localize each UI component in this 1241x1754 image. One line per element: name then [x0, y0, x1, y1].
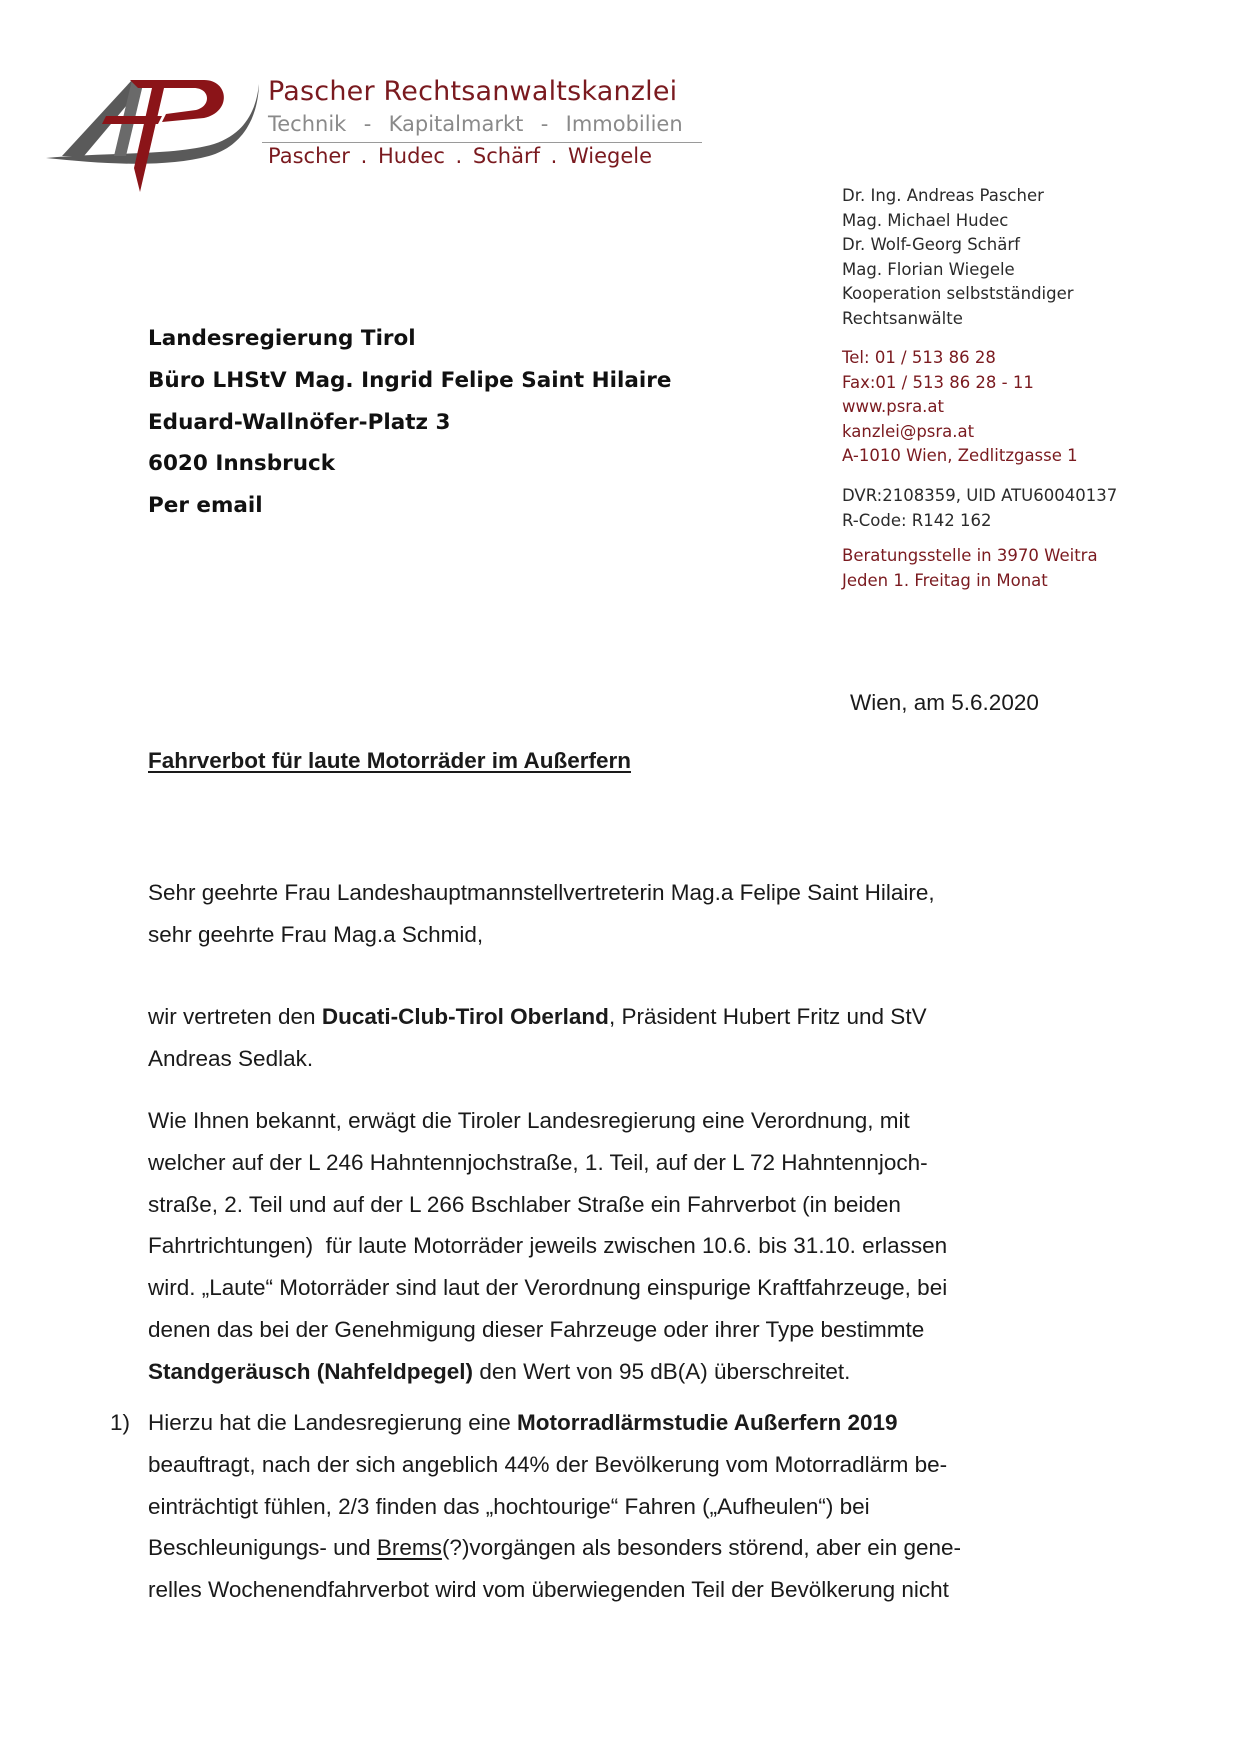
list-text: (?)vorgängen als besonders störend, aber ein gene- [441, 1535, 962, 1561]
firm-partners-line: Pascher . Hudec . Schärf . Wiegele [268, 144, 653, 168]
paragraph-line: Wie Ihnen bekannt, erwägt die Tiroler Landesregierung eine Verordnung, mit [148, 1108, 910, 1133]
emphasis-term: Standgeräusch (Nahfeldpegel) [148, 1358, 474, 1384]
list-line: beauftragt, nach der sich angeblich 44% der Bevölkerung vom Motorradlärm be- [148, 1451, 948, 1477]
regulation-paragraph [148, 1100, 1148, 1393]
branch-schedule: Jeden 1. Freitag in Monat [842, 570, 1048, 590]
branch-location: Beratungsstelle in 3970 Weitra [842, 546, 1098, 565]
recipient-address [148, 318, 671, 527]
partner-name: Dr. Ing. Andreas Pascher [842, 186, 1044, 205]
salutation [148, 872, 1148, 956]
office-address: A-1010 Wien, Zedlitzgasse 1 [842, 446, 1078, 465]
underlined-term: Brems [376, 1535, 442, 1561]
recipient-line: Eduard-Wallnöfer-Platz 3 [148, 409, 451, 435]
list-item-1 [148, 1402, 1148, 1611]
recipient-line: Büro LHStV Mag. Ingrid Felipe Saint Hilaire [148, 367, 672, 393]
ap-monogram-logo-icon [44, 72, 264, 202]
salutation-line: Sehr geehrte Frau Landeshauptmannstellvertreterin Mag.a Felipe Saint Hilaire, [148, 880, 935, 905]
paragraph-line: wird. „Laute“ Motorräder sind laut der Verordnung einspurige Kraftfahrzeuge, bei [148, 1275, 948, 1301]
website-link[interactable]: www.psra.at [842, 397, 945, 416]
email-link[interactable]: kanzlei@psra.at [842, 421, 975, 441]
dvr-uid: DVR:2108359, UID ATU60040137 [842, 486, 1118, 505]
sidebar-registry [842, 484, 1117, 533]
delivery-method: Per email [148, 493, 263, 519]
letter-subject: Fahrverbot für laute Motorräder im Außerfern [148, 748, 631, 773]
r-code: R-Code: R142 162 [842, 510, 992, 530]
paragraph-text: den Wert von 95 dB(A) überschreitet. [473, 1358, 851, 1384]
fax-number: Fax:01 / 513 86 28 - 11 [842, 372, 1034, 392]
client-name: Ducati-Club-Tirol Oberland [321, 1004, 609, 1029]
letter-date: Wien, am 5.6.2020 [850, 690, 1039, 715]
list-text: Beschleunigungs- und [148, 1535, 377, 1561]
paragraph-line: welcher auf der L 246 Hahntennjochstraße, 1. Teil, auf der L 72 Hahntennjoch- [148, 1149, 928, 1175]
list-line: relles Wochenendfahrverbot wird vom überwiegenden Teil der Bevölkerung nicht [148, 1577, 949, 1603]
firm-tagline: Technik - Kapitalmarkt - Immobilien [268, 112, 683, 136]
partner-name: Mag. Florian Wiegele [842, 259, 1015, 279]
letterhead-divider [262, 142, 702, 143]
study-title: Motorradlärmstudie Außerfern 2019 [517, 1410, 898, 1435]
list-line: einträchtigt fühlen, 2/3 finden das „hochtourige“ Fahren („Aufheulen“) bei [148, 1493, 870, 1519]
phone-number: Tel: 01 / 513 86 28 [842, 348, 996, 367]
recipient-line: 6020 Innsbruck [148, 451, 336, 477]
sidebar-branch [842, 544, 1098, 593]
intro-text: wir vertreten den [148, 1004, 322, 1029]
partner-name: Dr. Wolf-Georg Schärf [842, 235, 1020, 254]
sidebar-partners [842, 184, 1074, 331]
partner-note: Rechtsanwälte [842, 308, 963, 328]
intro-paragraph [148, 996, 1148, 1080]
sidebar-contact [842, 346, 1078, 469]
intro-line: Andreas Sedlak. [148, 1045, 314, 1071]
partner-name: Mag. Michael Hudec [842, 210, 1009, 230]
intro-text: , Präsident Hubert Fritz und StV [608, 1004, 927, 1029]
paragraph-line: Fahrtrichtungen) für laute Motorräder jeweils zwischen 10.6. bis 31.10. erlassen [148, 1233, 948, 1259]
paragraph-line: denen das bei der Genehmigung dieser Fahrzeuge oder ihrer Type bestimmte [148, 1316, 925, 1342]
paragraph-line [148, 1351, 1148, 1393]
list-line [148, 1402, 1148, 1444]
list-number: 1) [110, 1410, 131, 1435]
recipient-line: Landesregierung Tirol [148, 326, 416, 351]
partner-note: Kooperation selbstständiger [842, 284, 1074, 303]
intro-line [148, 996, 1148, 1038]
paragraph-line: straße, 2. Teil und auf der L 266 Bschlaber Straße ein Fahrverbot (in beiden [148, 1191, 901, 1217]
list-line [148, 1527, 1148, 1569]
firm-name: Pascher Rechtsanwaltskanzlei [268, 76, 678, 107]
list-text: Hierzu hat die Landesregierung eine [148, 1410, 517, 1435]
salutation-line: sehr geehrte Frau Mag.a Schmid, [148, 921, 484, 947]
